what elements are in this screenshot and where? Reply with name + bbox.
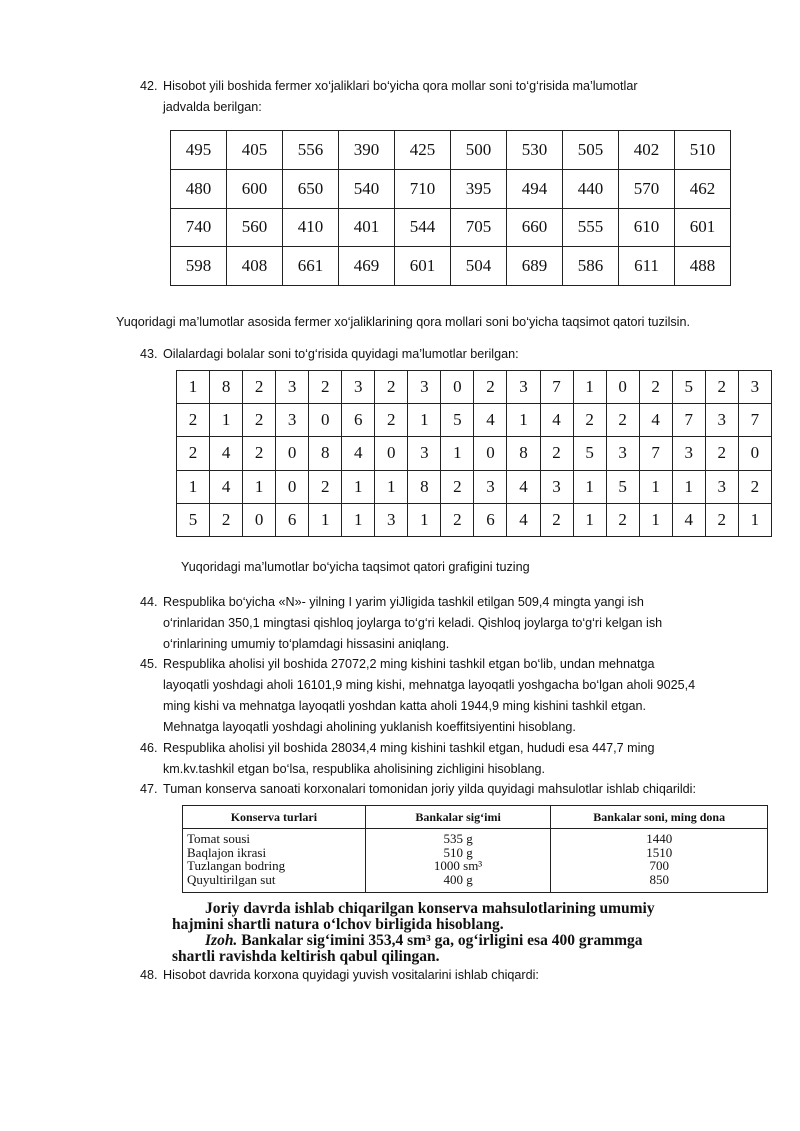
canned-type: Tomat sousi bbox=[187, 831, 251, 846]
table-cell: 5 bbox=[606, 470, 639, 503]
can-count: 1510 bbox=[646, 844, 673, 860]
table-cell: 2 bbox=[540, 503, 573, 536]
table-row bbox=[177, 503, 772, 536]
table-cell: 4 bbox=[507, 470, 540, 503]
table-cell: 540 bbox=[339, 169, 395, 208]
q46-line: Respublika aholisi yil boshida 28034,4 ming kishini tashkil etgan, hududi esa 447,7 ming bbox=[163, 741, 655, 755]
table-cell: 4 bbox=[639, 404, 672, 437]
table-cell: 1 bbox=[408, 503, 441, 536]
table-cell: 8 bbox=[408, 470, 441, 503]
table-row bbox=[177, 470, 772, 503]
q45-line: layoqatli yoshdagi aholi 16101,9 ming kishi, mehnatga layoqatli yoshgacha bo‘lgan aholi 9025,4 bbox=[163, 678, 696, 692]
q43-task: Yuqoridagi ma’lumotlar bo‘yicha taqsimot qatori grafigini tuzing bbox=[181, 560, 530, 574]
table-cell: 556 bbox=[283, 131, 339, 170]
table-cell: 8 bbox=[309, 437, 342, 470]
can-count: 1440 bbox=[646, 831, 673, 846]
table-cell: 3 bbox=[342, 371, 375, 404]
table-cell: 2 bbox=[177, 437, 210, 470]
note-label: Izoh. bbox=[205, 932, 238, 949]
table-cell: 5 bbox=[672, 371, 705, 404]
table-cell: 530 bbox=[507, 131, 563, 170]
q44-line: Respublika bo‘yicha «N»- yilning I yarim yiJligida tashkil etilgan 509,4 mingta yangi ish bbox=[163, 595, 644, 609]
table-cell: 4 bbox=[507, 503, 540, 536]
table-cell: 469 bbox=[339, 247, 395, 286]
table-cell: 495 bbox=[171, 131, 227, 170]
table-cell: 4 bbox=[474, 404, 507, 437]
table-cell: 500 bbox=[451, 131, 507, 170]
table-cell: 3 bbox=[705, 404, 738, 437]
table-cell: 410 bbox=[283, 208, 339, 247]
table-cell: 650 bbox=[283, 169, 339, 208]
q47-text: Tuman konserva sanoati korxonalari tomonidan joriy yilda quyidagi mahsulotlar ishlab chiqarildi: bbox=[163, 782, 696, 796]
table-cell: 601 bbox=[395, 247, 451, 286]
table-cell: 601 bbox=[675, 208, 731, 247]
table-cell: 1 bbox=[507, 404, 540, 437]
table-cell: 2 bbox=[738, 470, 771, 503]
table-cell: 7 bbox=[738, 404, 771, 437]
table-cell: 0 bbox=[309, 404, 342, 437]
table-cell: 3 bbox=[375, 503, 408, 536]
table-cell: 395 bbox=[451, 169, 507, 208]
table-cell: 4 bbox=[540, 404, 573, 437]
table-cell: 3 bbox=[738, 371, 771, 404]
can-capacity: 535 g bbox=[443, 831, 473, 846]
table-cell: 660 bbox=[507, 208, 563, 247]
table-cell: 2 bbox=[441, 503, 474, 536]
table-cell: 2 bbox=[606, 503, 639, 536]
q47-note bbox=[205, 932, 643, 949]
canned-types-cell bbox=[183, 829, 366, 893]
table-cell: 0 bbox=[606, 371, 639, 404]
table-cell: 462 bbox=[675, 169, 731, 208]
table-cell: 3 bbox=[408, 371, 441, 404]
table-cell: 2 bbox=[243, 437, 276, 470]
table-row bbox=[171, 208, 731, 247]
table-row bbox=[171, 131, 731, 170]
table-cell: 689 bbox=[507, 247, 563, 286]
table-cell: 598 bbox=[171, 247, 227, 286]
table-cell: 2 bbox=[375, 404, 408, 437]
q42-text-line2: jadvalda berilgan: bbox=[163, 100, 262, 114]
table-cell: 5 bbox=[441, 404, 474, 437]
table-cell: 1 bbox=[441, 437, 474, 470]
q48-text: Hisobot davrida korxona quyidagi yuvish vositalarini ishlab chiqardi: bbox=[163, 968, 539, 982]
table-cell: 570 bbox=[619, 169, 675, 208]
table-cell: 2 bbox=[210, 503, 243, 536]
table-cell: 3 bbox=[276, 371, 309, 404]
table-cell: 1 bbox=[573, 470, 606, 503]
table-row bbox=[177, 371, 772, 404]
q43-number: 43. bbox=[140, 347, 158, 361]
table-cell: 480 bbox=[171, 169, 227, 208]
table-cell: 2 bbox=[705, 371, 738, 404]
table-cell: 390 bbox=[339, 131, 395, 170]
table-cell: 1 bbox=[573, 371, 606, 404]
table-row bbox=[171, 247, 731, 286]
q47-task-line2: hajmini shartli natura o‘lchov birligida hisoblang. bbox=[172, 916, 504, 933]
table-cell: 4 bbox=[342, 437, 375, 470]
q45-line: Mehnatga layoqatli yoshdagi aholining yuklanish koeffitsiyentini hisoblang. bbox=[163, 720, 576, 734]
table-cell: 2 bbox=[243, 404, 276, 437]
canned-type: Baqlajon ikrasi bbox=[187, 844, 267, 860]
table-cell: 1 bbox=[375, 470, 408, 503]
table-cell: 6 bbox=[276, 503, 309, 536]
table-cell: 2 bbox=[573, 404, 606, 437]
table-cell: 0 bbox=[375, 437, 408, 470]
q45-line: ming kishi va mehnatga layoqatli yoshdan katta aholi 1944,9 ming kishini tashkil etgan. bbox=[163, 699, 647, 713]
table-cell: 661 bbox=[283, 247, 339, 286]
table-cell: 2 bbox=[540, 437, 573, 470]
q46-number: 46. bbox=[140, 741, 158, 755]
table-cell: 1 bbox=[243, 470, 276, 503]
table-cell: 3 bbox=[507, 371, 540, 404]
table-cell: 504 bbox=[451, 247, 507, 286]
table-row bbox=[177, 437, 772, 470]
table-cell: 705 bbox=[451, 208, 507, 247]
table-cell: 7 bbox=[672, 404, 705, 437]
table-cell: 1 bbox=[738, 503, 771, 536]
q43-text: Oilalardagi bolalar soni to‘g‘risida quyidagi ma’lumotlar berilgan: bbox=[163, 347, 519, 361]
table-cell: 510 bbox=[675, 131, 731, 170]
table-cell: 0 bbox=[441, 371, 474, 404]
table-cell: 1 bbox=[639, 470, 672, 503]
table-cell: 555 bbox=[563, 208, 619, 247]
table-cell: 3 bbox=[606, 437, 639, 470]
table-cell: 2 bbox=[243, 371, 276, 404]
table-row bbox=[171, 169, 731, 208]
q44-line: o‘rinlarining umumiy to‘plamdagi hissasini aniqlang. bbox=[163, 637, 450, 651]
table-cell: 2 bbox=[309, 470, 342, 503]
q44-number: 44. bbox=[140, 595, 158, 609]
q47-task-line1: Joriy davrda ishlab chiqarilgan konserva mahsulotlarining umumiy bbox=[205, 900, 655, 917]
table-cell: 488 bbox=[675, 247, 731, 286]
table-cell: 0 bbox=[243, 503, 276, 536]
q46-line: km.kv.tashkil etgan bo‘lsa, respublika aholisining zichligini hisoblang. bbox=[163, 762, 545, 776]
table-cell: 2 bbox=[639, 371, 672, 404]
table-cell: 4 bbox=[210, 437, 243, 470]
table-cell: 2 bbox=[309, 371, 342, 404]
canned-type: Tuzlangan bodring bbox=[187, 858, 286, 873]
table-cell: 5 bbox=[177, 503, 210, 536]
table-cell: 425 bbox=[395, 131, 451, 170]
table-row bbox=[177, 404, 772, 437]
table-cell: 1 bbox=[342, 503, 375, 536]
table-cell: 7 bbox=[540, 371, 573, 404]
table-cell: 610 bbox=[619, 208, 675, 247]
table-cell: 1 bbox=[309, 503, 342, 536]
table-cell: 408 bbox=[227, 247, 283, 286]
cattle-count-table bbox=[170, 130, 731, 286]
table-cell: 1 bbox=[573, 503, 606, 536]
q47-number: 47. bbox=[140, 782, 158, 796]
table-cell: 1 bbox=[177, 371, 210, 404]
table-cell: 3 bbox=[276, 404, 309, 437]
table-cell: 1 bbox=[177, 470, 210, 503]
table-cell: 3 bbox=[540, 470, 573, 503]
table-cell: 0 bbox=[738, 437, 771, 470]
canned-goods-table bbox=[182, 805, 768, 893]
table-cell: 6 bbox=[342, 404, 375, 437]
table-cell: 0 bbox=[276, 470, 309, 503]
table-cell: 1 bbox=[408, 404, 441, 437]
table-cell: 600 bbox=[227, 169, 283, 208]
table-cell: 5 bbox=[573, 437, 606, 470]
table-cell: 401 bbox=[339, 208, 395, 247]
table-cell: 405 bbox=[227, 131, 283, 170]
table-cell: 2 bbox=[705, 437, 738, 470]
header-can-capacity: Bankalar sig‘imi bbox=[365, 806, 551, 829]
table-cell: 2 bbox=[375, 371, 408, 404]
table-cell: 611 bbox=[619, 247, 675, 286]
capacity-cell bbox=[365, 829, 551, 893]
table-cell: 2 bbox=[606, 404, 639, 437]
children-count-table bbox=[176, 370, 772, 537]
table-cell: 1 bbox=[342, 470, 375, 503]
q44-line: o‘rinlaridan 350,1 mingtasi qishloq joylarga to‘g‘ri keladi. Qishloq joylarga to‘g‘ri kelgan ish bbox=[163, 616, 663, 630]
canned-type: Quyultirilgan sut bbox=[187, 871, 276, 887]
table-cell: 1 bbox=[639, 503, 672, 536]
table-cell: 2 bbox=[441, 470, 474, 503]
q48-number: 48. bbox=[140, 968, 158, 982]
table-cell: 6 bbox=[474, 503, 507, 536]
q45-line: Respublika aholisi yil boshida 27072,2 ming kishini tashkil etgan bo‘lib, undan mehnatga bbox=[163, 657, 655, 671]
note-text: Bankalar sig‘imini 353,4 sm³ ga, og‘irligini esa 400 grammga bbox=[241, 932, 643, 949]
q42-text-line1: Hisobot yili boshida fermer xo‘jaliklari bo‘yicha qora mollar soni to‘g‘risida ma’lumotlar bbox=[163, 79, 638, 93]
table-cell: 3 bbox=[408, 437, 441, 470]
table-cell: 2 bbox=[705, 503, 738, 536]
table-cell: 586 bbox=[563, 247, 619, 286]
table-cell: 4 bbox=[210, 470, 243, 503]
count-cell bbox=[551, 829, 768, 893]
q45-number: 45. bbox=[140, 657, 158, 671]
can-count: 850 bbox=[649, 871, 669, 887]
table-cell: 440 bbox=[563, 169, 619, 208]
q42-number: 42. bbox=[140, 79, 158, 93]
table-cell: 3 bbox=[474, 470, 507, 503]
table-cell: 8 bbox=[210, 371, 243, 404]
table-cell: 3 bbox=[705, 470, 738, 503]
table-cell: 544 bbox=[395, 208, 451, 247]
table-cell: 2 bbox=[474, 371, 507, 404]
table-cell: 3 bbox=[672, 437, 705, 470]
table-cell: 1 bbox=[672, 470, 705, 503]
table-cell: 710 bbox=[395, 169, 451, 208]
table-cell: 505 bbox=[563, 131, 619, 170]
can-capacity: 510 g bbox=[443, 844, 473, 860]
table-cell: 560 bbox=[227, 208, 283, 247]
can-capacity: 400 g bbox=[443, 871, 473, 887]
q47-note-line2: shartli ravishda keltirish qabul qilingan. bbox=[172, 948, 440, 965]
can-count: 700 bbox=[649, 858, 669, 873]
can-capacity: 1000 sm³ bbox=[433, 858, 483, 873]
table-cell: 0 bbox=[276, 437, 309, 470]
table-cell: 494 bbox=[507, 169, 563, 208]
table-cell: 4 bbox=[672, 503, 705, 536]
table-cell: 7 bbox=[639, 437, 672, 470]
header-canned-type: Konserva turlari bbox=[183, 806, 366, 829]
table-cell: 1 bbox=[210, 404, 243, 437]
header-can-count: Bankalar soni, ming dona bbox=[551, 806, 768, 829]
table-cell: 402 bbox=[619, 131, 675, 170]
table-cell: 740 bbox=[171, 208, 227, 247]
table-cell: 2 bbox=[177, 404, 210, 437]
table-cell: 8 bbox=[507, 437, 540, 470]
table-cell: 0 bbox=[474, 437, 507, 470]
q42-task: Yuqoridagi ma’lumotlar asosida fermer xo‘jaliklarining qora mollari soni bo‘yicha taqsimot qatori tuzilsin. bbox=[116, 315, 690, 329]
